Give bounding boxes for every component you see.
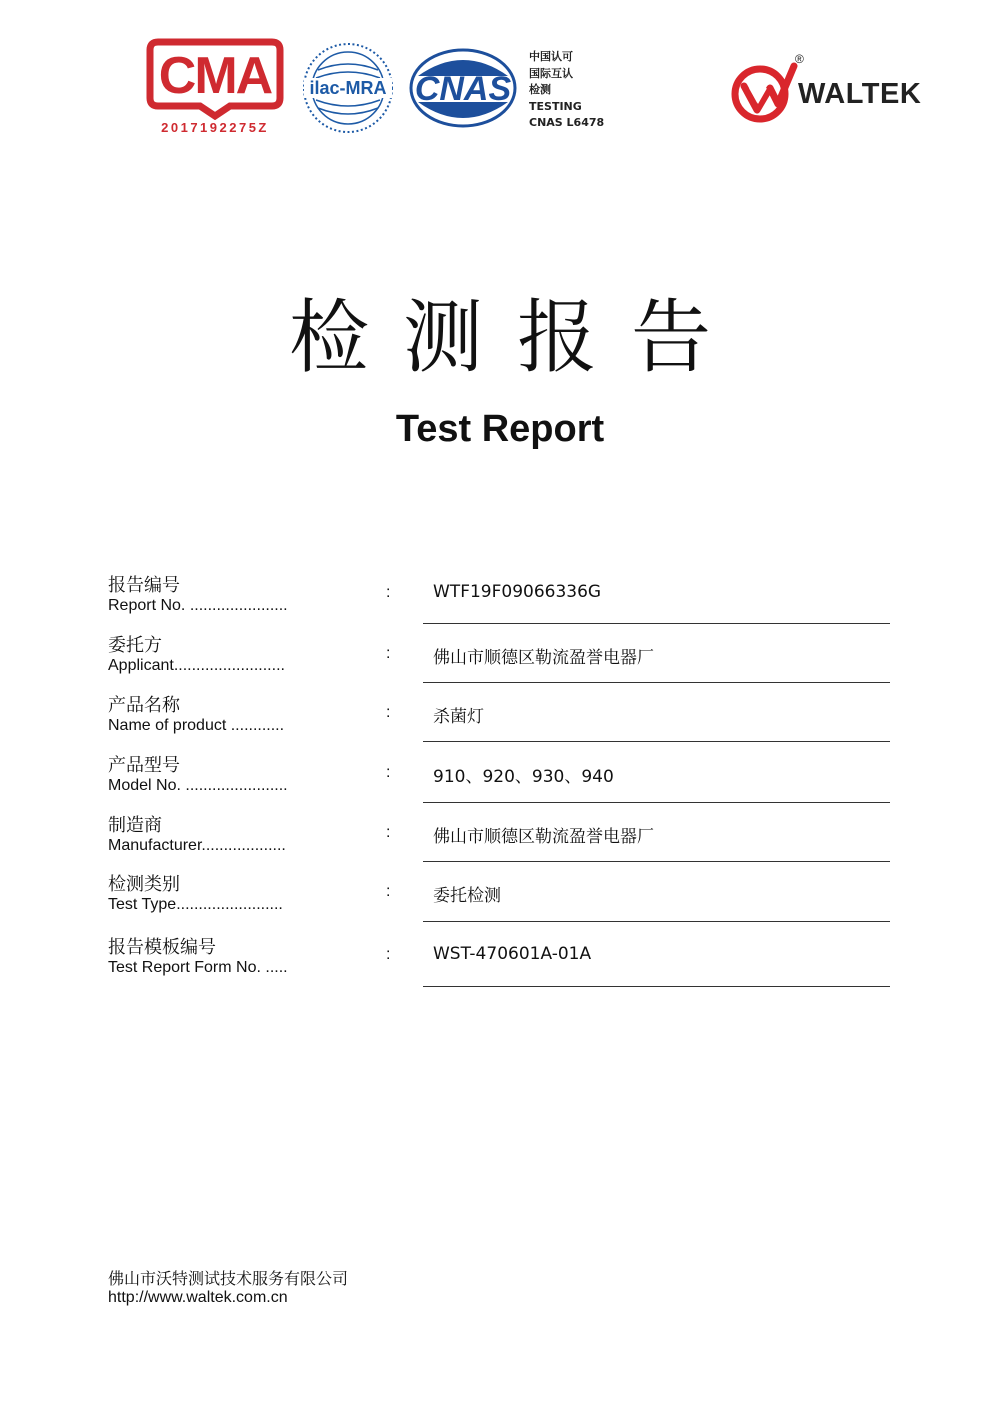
cnas-accreditation-text [529, 49, 604, 132]
field-underline [423, 861, 890, 862]
field-underline [423, 682, 890, 683]
field-label-cn: 委托方 [108, 635, 162, 656]
report-title-en: Test Report [395, 408, 605, 450]
field-underline [423, 623, 890, 624]
registered-mark: ® [795, 52, 804, 66]
field-colon: : [386, 645, 391, 662]
field-label-en: Test Report Form No. ..... [108, 959, 288, 976]
cnas-line: 国际互认 [529, 66, 573, 80]
footer-company-name: 佛山市沃特测试技术服务有限公司 [108, 1269, 349, 1288]
report-title-cn: 检测报告 [289, 291, 745, 384]
field-underline [423, 802, 890, 803]
cnas-emblem-icon [408, 46, 518, 130]
field-value-manufacturer: 佛山市顺德区勒流盈誉电器厂 [433, 827, 654, 847]
svg-text:CMA: CMA [158, 47, 272, 105]
field-label-en: Model No. ....................... [108, 777, 288, 794]
cma-number: 2017192275Z [161, 120, 269, 135]
cnas-line: TESTING [529, 99, 582, 113]
waltek-mark-icon [730, 52, 800, 124]
field-colon: : [386, 946, 391, 963]
field-colon: : [386, 704, 391, 721]
field-value-product-name: 杀菌灯 [433, 707, 484, 727]
field-value-report-no: WTF19F09066336G [433, 582, 602, 602]
waltek-wordmark: WALTEK [798, 78, 922, 110]
field-colon: : [386, 584, 391, 601]
field-label-cn: 报告模板编号 [108, 937, 216, 958]
field-label-en: Applicant......................... [108, 657, 285, 674]
field-label-en: Test Type........................ [108, 896, 283, 913]
ilac-mra-logo [300, 40, 396, 136]
field-colon: : [386, 824, 391, 841]
ilac-globe-icon [300, 40, 396, 136]
svg-text:ilac-MRA: ilac-MRA [309, 78, 387, 98]
field-label-cn: 检测类别 [108, 874, 180, 895]
cma-emblem-icon [140, 36, 290, 120]
field-value-form-no: WST-470601A-01A [433, 944, 592, 964]
svg-text:CNAS: CNAS [414, 70, 512, 108]
field-label-en: Name of product ............ [108, 717, 285, 734]
field-label-cn: 制造商 [108, 815, 162, 836]
cnas-line: 检测 [529, 83, 551, 96]
field-colon: : [386, 883, 391, 900]
field-label-cn: 产品型号 [108, 755, 180, 776]
footer-website-link[interactable]: http://www.waltek.com.cn [108, 1289, 288, 1306]
field-colon: : [386, 764, 391, 781]
field-underline [423, 741, 890, 742]
cma-logo [140, 36, 290, 144]
field-label-cn: 产品名称 [108, 695, 180, 716]
field-value-model-no: 910、920、930、940 [433, 767, 614, 787]
field-label-cn: 报告编号 [108, 575, 180, 596]
cnas-line: CNAS L6478 [529, 116, 605, 129]
field-underline [423, 921, 890, 922]
field-value-test-type: 委托检测 [433, 886, 501, 906]
field-label-en: Manufacturer................... [108, 837, 286, 854]
cnas-logo [408, 46, 518, 130]
field-underline [423, 986, 890, 987]
field-value-applicant: 佛山市顺德区勒流盈誉电器厂 [433, 648, 654, 668]
field-label-en: Report No. ...................... [108, 597, 288, 614]
cnas-line: 中国认可 [529, 50, 573, 63]
